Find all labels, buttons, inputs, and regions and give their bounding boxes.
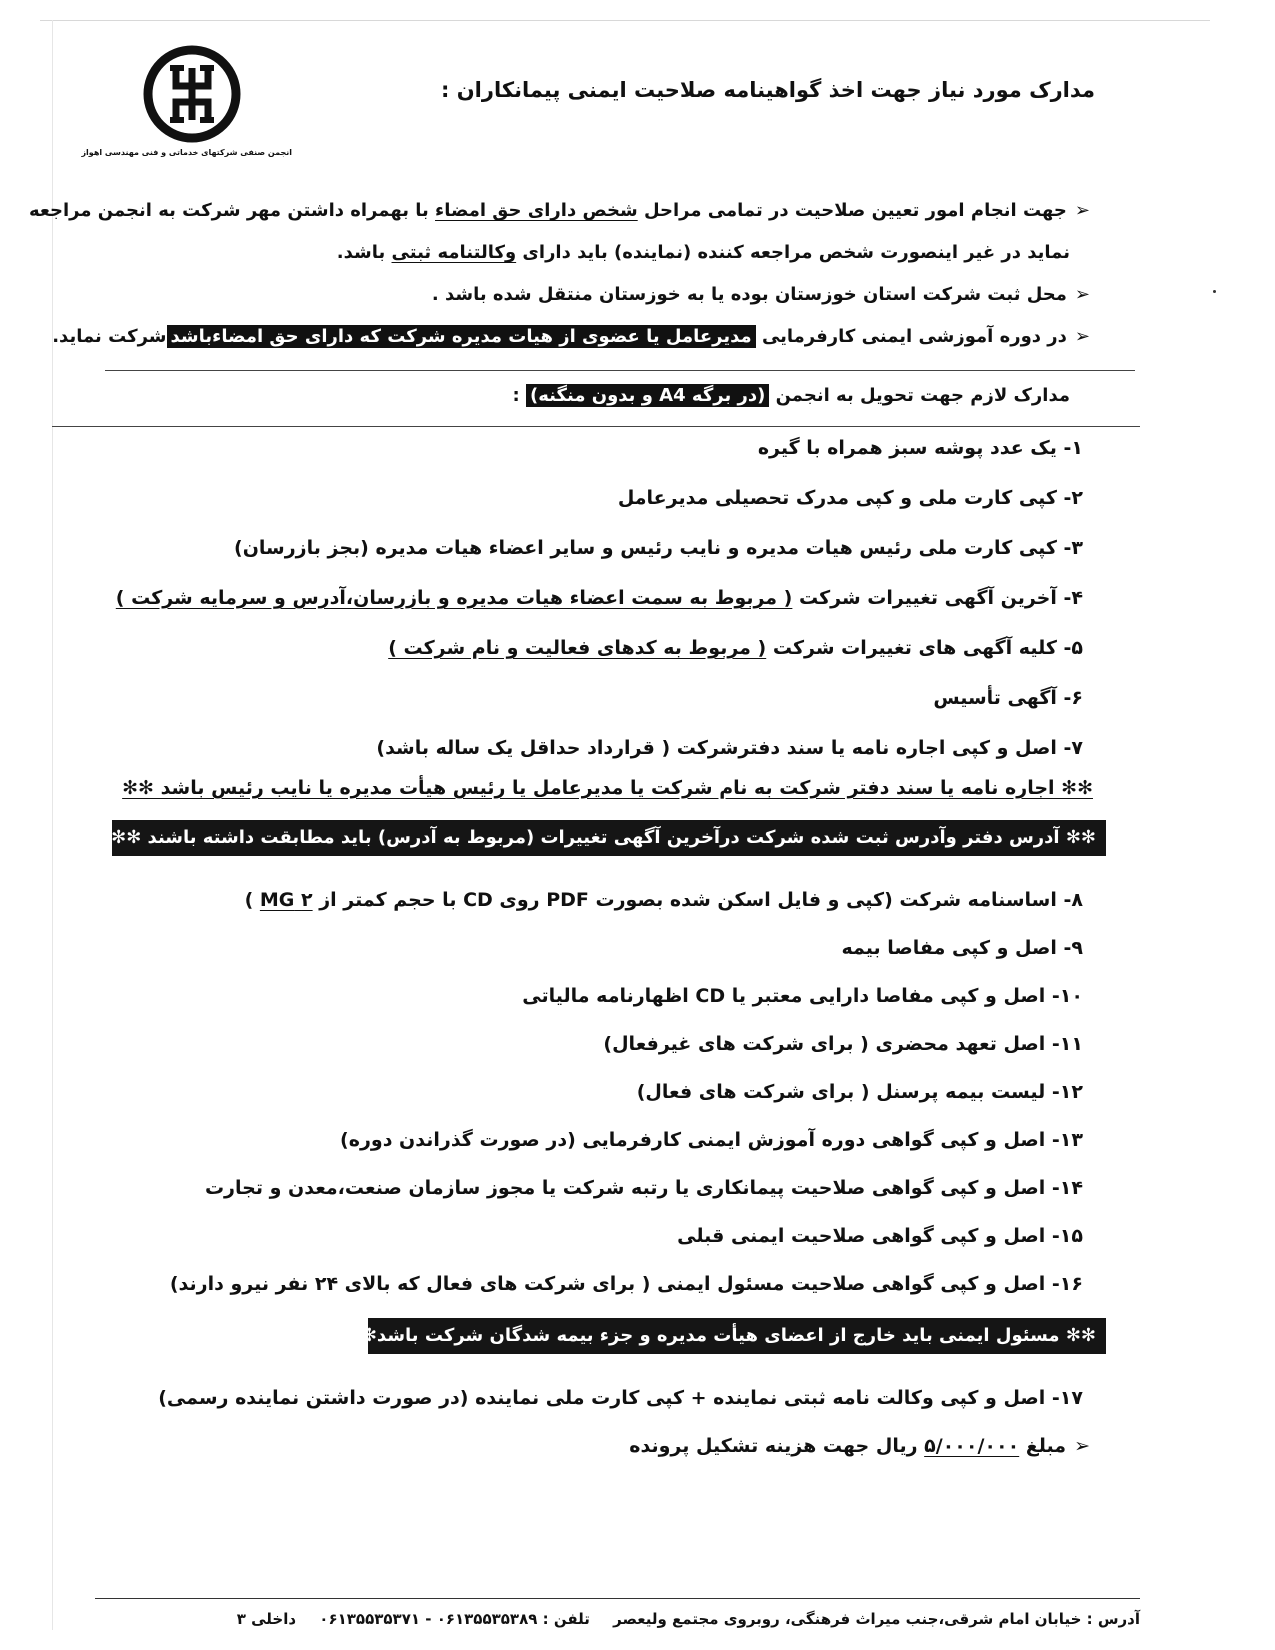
list-item-8: ۸- اساسنامه شرکت (کپی و فایل اسکن شده بصورت PDF روی CD با حجم کمتر از ۲ MG ) [244,889,1083,911]
note-safety-officer-bar: ✻✻ مسئول ایمنی باید خارج از اعضای هیأت مدیره و جزء بیمه شدگان شرکت باشد✻✻ [368,1318,1106,1354]
list-item-14: ۱۴- اصل و کپی گواهی صلاحیت پیمانکاری یا رتبه شرکت یا مجوز سازمان صنعت،معدن و تجارت [204,1177,1083,1199]
section-heading: مدارک لازم جهت تحویل به انجمن (در برگه A4 و بدون منگنه) : [512,385,1070,406]
footer [95,1610,1140,1628]
divider [52,426,1140,427]
logo-caption: انجمن صنفی شرکتهای خدماتی و فنی مهندسی اهواز [81,148,292,157]
association-logo-icon [140,42,244,146]
footer-extension: داخلی ۳ [236,1610,297,1628]
list-item-13: ۱۳- اصل و کپی گواهی دوره آموزش ایمنی کارفرمایی (در صورت گذراندن دوره) [340,1129,1083,1151]
list-item-10: ۱۰- اصل و کپی مفاصا دارایی معتبر یا CD اظهارنامه مالیاتی [522,985,1083,1007]
list-item-7: ۷- اصل و کپی اجاره نامه یا سند دفترشرکت ( قرارداد حداقل یک ساله باشد) [376,737,1083,759]
list-item-1: ۱- یک عدد پوشه سبز همراه با گیره [757,437,1083,459]
divider [105,370,1135,371]
arrow-bullet-icon: ➢ [1074,284,1090,305]
list-item-9: ۹- اصل و کپی مفاصا بیمه [841,937,1083,959]
intro-bullet-2: ➢محل ثبت شرکت استان خوزستان بوده یا به خوزستان منتقل شده باشد . [432,279,1090,311]
scan-edge [52,20,53,1630]
note-lease: ✻✻ اجاره نامه یا سند دفتر شرکت به نام شرکت یا مدیرعامل یا رئیس هیأت مدیره یا نایب رئیس باشد ✻✻ [122,777,1093,799]
arrow-bullet-icon: ➢ [1074,200,1090,221]
list-item-17: ۱۷- اصل و کپی وکالت نامه ثبتی نماینده + کپی کارت ملی نماینده (در صورت داشتن نماینده رسمی) [158,1387,1083,1409]
scan-edge [40,20,1210,21]
intro-bullet-1-cont: نماید در غیر اینصورت شخص مراجعه کننده (نماینده) باید دارای وکالتنامه ثبتی باشد. [336,242,1070,263]
arrow-bullet-icon: ➢ [1074,326,1090,347]
scan-speck [1213,290,1216,293]
list-item-4: ۴- آخرین آگهی تغییرات شرکت ( مربوط به سمت اعضاء هیات مدیره و بازرسان،آدرس و سرمایه شرکت ) [115,587,1083,609]
arrow-bullet-icon: ➢ [1074,1435,1090,1457]
list-item-2: ۲- کپی کارت ملی و کپی مدرک تحصیلی مدیرعامل [617,487,1083,509]
intro-bullet-3: ➢در دوره آموزشی ایمنی کارفرمایی مدیرعامل یا عضوی از هیات مدیره شرکت که دارای حق امضاءباشدشرکت نماید. [52,321,1090,353]
list-item-3: ۳- کپی کارت ملی رئیس هیات مدیره و نایب رئیس و سایر اعضاء هیات مدیره (بجز بازرسان) [234,537,1083,559]
list-item-12: ۱۲- لیست بیمه پرسنل ( برای شرکت های فعال) [636,1081,1083,1103]
page-title: مدارک مورد نیاز جهت اخذ گواهینامه صلاحیت ایمنی پیمانکاران : [441,78,1095,102]
logo [81,42,292,172]
footer-divider [95,1598,1140,1599]
list-item-5: ۵- کلیه آگهی های تغییرات شرکت ( مربوط به کدهای فعالیت و نام شرکت ) [388,637,1083,659]
list-item-11: ۱۱- اصل تعهد محضری ( برای شرکت های غیرفعال) [603,1033,1083,1055]
intro-bullet-1: ➢جهت انجام امور تعیین صلاحیت در تمامی مراحل شخص دارای حق امضاء با بهمراه داشتن مهر شرکت به انجمن مراجعه [29,195,1090,227]
list-item-16: ۱۶- اصل و کپی گواهی صلاحیت مسئول ایمنی ( برای شرکت های فعال که بالای ۲۴ نفر نیرو دارند) [169,1273,1083,1295]
list-item-6: ۶- آگهی تأسیس [933,687,1083,709]
note-address-bar: ✻✻ آدرس دفتر وآدرس ثبت شده شرکت درآخرین آگهی تغییرات (مربوط به آدرس) باید مطابقت داشته باشند ✻✻ [112,820,1106,856]
footer-address: آدرس : خیابان امام شرقی،جنب میراث فرهنگی، روبروی مجتمع ولیعصر [613,1610,1140,1628]
fee-line: ➢مبلغ ۵/۰۰۰/۰۰۰ ریال جهت هزینه تشکیل پرونده [629,1431,1090,1461]
footer-phone: تلفن : ۰۶۱۳۵۵۳۵۳۸۹ - ۰۶۱۳۵۵۳۵۳۷۱ [319,1610,590,1628]
list-item-15: ۱۵- اصل و کپی گواهی صلاحیت ایمنی قبلی [677,1225,1083,1247]
